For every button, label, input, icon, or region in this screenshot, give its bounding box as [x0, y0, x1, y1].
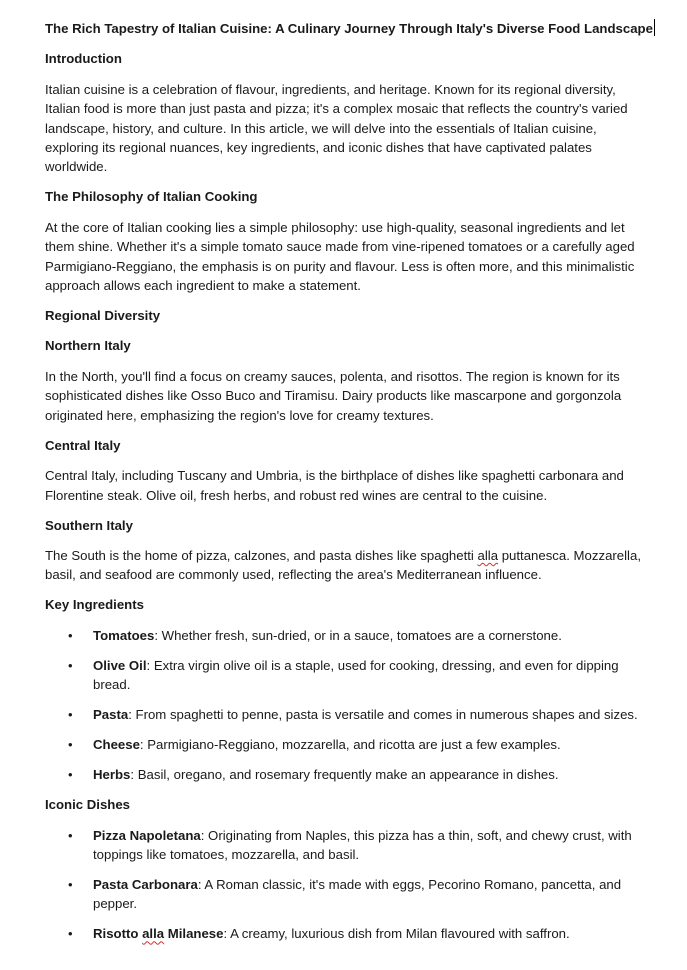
document-title: The Rich Tapestry of Italian Cuisine: A Culinary Journey Through Italy's Diverse Food Landscape — [45, 21, 653, 36]
text-run: Risotto — [93, 926, 143, 942]
bullet-icon: • — [68, 767, 73, 783]
list-item-text: : Parmigiano-Reggiano, mozzarella, and ricotta are just a few examples. — [139, 737, 561, 753]
list-item — [45, 765, 645, 784]
heading-regional-diversity: Regional Diversity — [45, 308, 161, 324]
bullet-icon: • — [68, 876, 73, 892]
list-item-term: Pasta Carbonara — [93, 876, 198, 892]
text-run: The South is the home of pizza, calzones, and pasta dishes like spaghetti — [45, 547, 478, 563]
bullet-icon: • — [68, 827, 73, 843]
heading-philosophy: The Philosophy of Italian Cooking — [45, 189, 258, 205]
list-item-term: Pizza Napoletana — [93, 827, 201, 843]
list-iconic-dishes — [45, 826, 645, 944]
list-item — [45, 875, 645, 914]
list-item-text: : From spaghetti to penne, pasta is versatile and comes in numerous shapes and sizes. — [128, 707, 638, 723]
text-cursor — [654, 19, 655, 36]
heading-introduction: Introduction — [45, 51, 122, 67]
list-item-term: Cheese — [93, 737, 140, 753]
list-item — [45, 924, 645, 943]
list-item-text: : A Roman classic, it's made with eggs, Pecorino Romano, pancetta, and pepper. — [93, 876, 622, 912]
list-item — [45, 705, 645, 724]
list-item — [45, 656, 645, 695]
list-item — [45, 735, 645, 754]
paragraph-introduction: Italian cuisine is a celebration of flavour, ingredients, and heritage. Known for its regional diversity, Italian food is more than just pasta and pizza; it's a complex mosaic that reflects the country's varied landscape, history, and culture. In this article, we will delve into the essentials of Italian cuisine, exploring its regional nuances, key ingredients, and iconic dishes that have captivated palates worldwide. — [45, 81, 628, 175]
list-item — [45, 626, 645, 645]
list-key-ingredients — [45, 626, 645, 785]
paragraph-philosophy: At the core of Italian cooking lies a simple philosophy: use high-quality, seasonal ingredients and let them shine. Whether it's a simple tomato sauce made from vine-ripened tomatoes or a carefully aged Parmigiano-Reggiano, the emphasis is on purity and flavour. Less is often more, and this minimalistic approach allows each ingredient to make a statement. — [45, 219, 635, 294]
list-item-term — [93, 926, 223, 941]
paragraph-southern-italy — [45, 546, 645, 585]
list-item-term: Tomatoes — [93, 627, 155, 643]
bullet-icon: • — [68, 926, 73, 942]
bullet-icon: • — [68, 657, 73, 673]
text-run: Milanese — [164, 926, 224, 942]
list-item-text: : Originating from Naples, this pizza has a thin, soft, and chewy crust, with toppings like tomatoes, mozzarella, and basil. — [93, 827, 632, 862]
list-item-term: Pasta — [93, 707, 129, 723]
heading-northern-italy: Northern Italy — [45, 338, 131, 354]
paragraph-central-italy: Central Italy, including Tuscany and Umbria, is the birthplace of dishes like spaghetti carbonara and Florentine steak. Olive oil, fresh herbs, and robust red wines are central to the cuisine. — [45, 468, 624, 503]
heading-key-ingredients: Key Ingredients — [45, 597, 144, 613]
list-item-text: : A creamy, luxurious dish from Milan flavoured with saffron. — [223, 926, 570, 942]
heading-southern-italy: Southern Italy — [45, 517, 133, 533]
list-item-term: Herbs — [93, 767, 131, 783]
paragraph-northern-italy: In the North, you'll find a focus on creamy sauces, polenta, and risottos. The region is known for its sophisticated dishes like Osso Buco and Tiramisu. Dairy products like mascarpone and gorgonzola originated here, emphasizing the region's love for creamy textures. — [45, 368, 622, 423]
list-item-text: : Whether fresh, sun-dried, or in a sauce, tomatoes are a cornerstone. — [154, 627, 562, 643]
spelling-flagged-word[interactable]: alla — [477, 547, 499, 563]
list-item — [45, 826, 645, 865]
heading-central-italy: Central Italy — [45, 437, 121, 453]
document-page[interactable] — [45, 19, 653, 954]
bullet-icon: • — [68, 707, 73, 723]
list-item-text: : Basil, oregano, and rosemary frequently make an appearance in dishes. — [130, 767, 559, 783]
list-item-text: : Extra virgin olive oil is a staple, used for cooking, dressing, and even for dipping bread. — [93, 657, 619, 693]
bullet-icon: • — [68, 627, 73, 643]
spelling-flagged-word[interactable]: alla — [142, 926, 165, 942]
document-title-line[interactable] — [45, 19, 653, 38]
heading-iconic-dishes: Iconic Dishes — [45, 797, 131, 813]
list-item-term: Olive Oil — [93, 657, 147, 673]
text-run: puttanesca. Mozzarella, basil, and seafood are commonly used, reflecting the area's Mediterranean influence. — [45, 547, 641, 583]
bullet-icon: • — [68, 737, 73, 753]
